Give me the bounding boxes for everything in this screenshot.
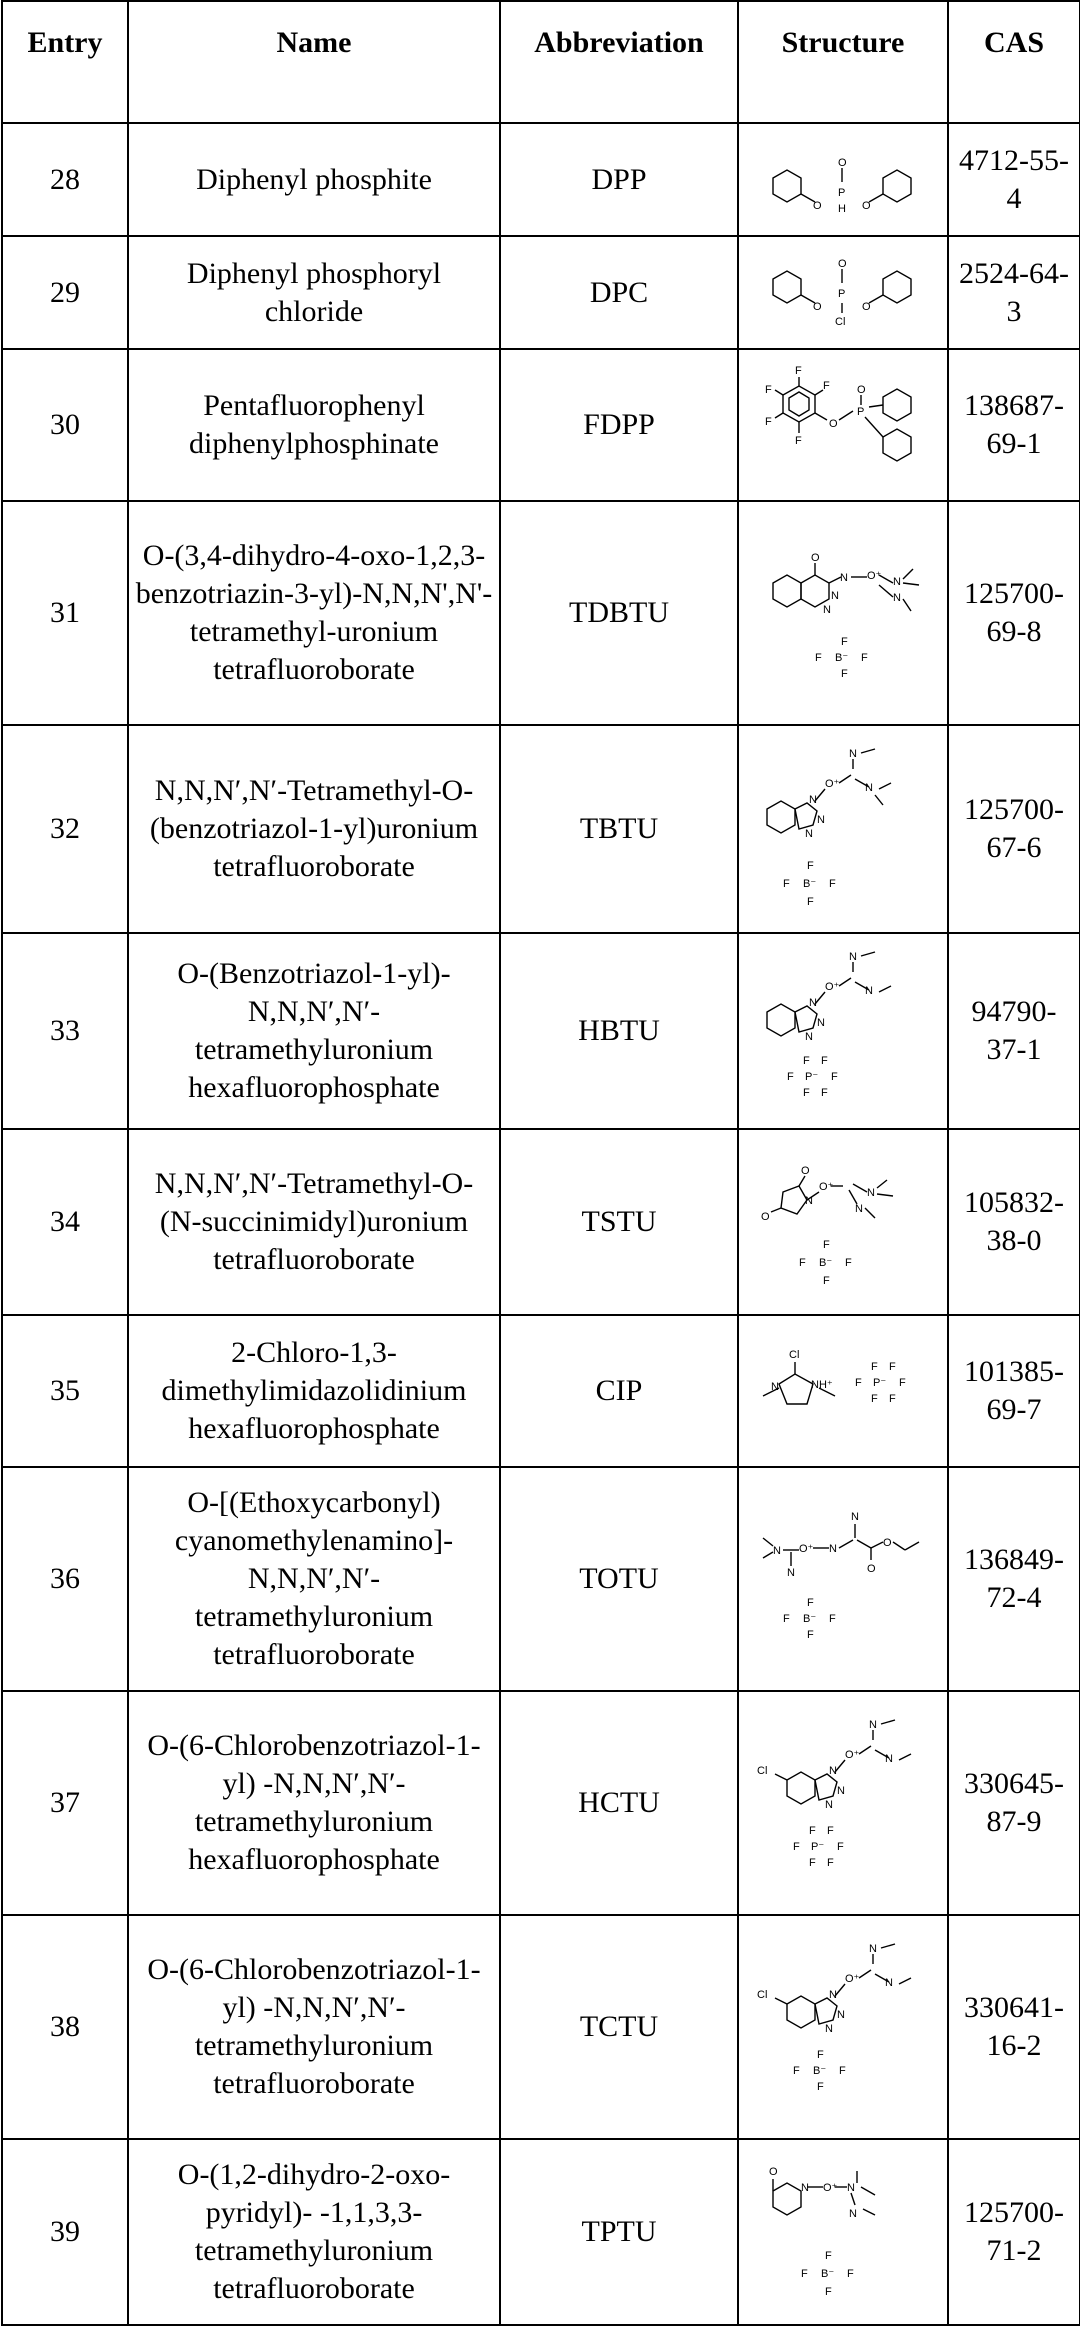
name-cell: O-(Benzotriazol-1-yl)-N,N,N′,N′-tetramethyluronium hexafluorophosphate	[128, 933, 500, 1129]
svg-text:N: N	[831, 590, 839, 602]
svg-text:F: F	[839, 2065, 846, 2077]
svg-text:N: N	[825, 1799, 833, 1811]
table-row	[2, 236, 1080, 349]
svg-text:N: N	[805, 828, 813, 840]
structure-cell	[738, 236, 948, 349]
svg-text:N: N	[855, 1203, 863, 1215]
svg-text:F: F	[871, 1361, 878, 1373]
svg-text:N: N	[805, 1031, 813, 1043]
svg-text:F: F	[803, 1087, 810, 1099]
svg-text:F: F	[765, 384, 772, 396]
svg-text:Cl: Cl	[835, 315, 846, 328]
header-cas: CAS	[948, 1, 1080, 123]
svg-text:N: N	[865, 782, 873, 794]
tptu-structure-icon	[743, 2147, 943, 2317]
hctu-structure-icon	[743, 1708, 943, 1898]
table-row	[2, 2139, 1080, 2325]
abbreviation-cell: TDBTU	[500, 501, 738, 725]
entry-cell: 31	[2, 501, 128, 725]
svg-text:O: O	[811, 552, 820, 564]
header-abbreviation: Abbreviation	[500, 1, 738, 123]
structure-cell	[738, 1315, 948, 1467]
svg-text:O: O	[829, 418, 838, 430]
table-row	[2, 1691, 1080, 1915]
svg-text:F: F	[795, 365, 802, 377]
svg-text:O: O	[883, 1537, 892, 1549]
svg-text:F: F	[809, 1857, 816, 1869]
svg-text:F: F	[817, 2049, 824, 2061]
svg-text:O⁺: O⁺	[819, 1181, 834, 1193]
name-cell: O-(6-Chlorobenzotriazol-1-yl) -N,N,N′,N′-tetramethyluronium hexafluorophosphate	[128, 1691, 500, 1915]
name-cell: Pentafluorophenyl diphenylphosphinate	[128, 349, 500, 501]
svg-text:O: O	[801, 1165, 810, 1177]
diphenyl-phosphite-structure-icon	[753, 130, 933, 230]
svg-text:N: N	[829, 1543, 837, 1555]
svg-text:F: F	[823, 380, 830, 392]
cip-structure-icon	[743, 1326, 943, 1456]
svg-text:O: O	[862, 199, 871, 212]
svg-text:F: F	[793, 2065, 800, 2077]
svg-text:P⁻: P⁻	[811, 1841, 825, 1853]
svg-text:Cl: Cl	[757, 1765, 768, 1777]
structure-cell	[738, 1467, 948, 1691]
entry-cell: 35	[2, 1315, 128, 1467]
svg-text:F: F	[829, 878, 836, 890]
totu-structure-icon	[743, 1494, 943, 1664]
svg-text:N: N	[869, 1943, 877, 1955]
name-cell: O-[(Ethoxycarbonyl) cyanomethylenamino]-N,N,N′,N′-tetramethyluronium tetrafluoroborate	[128, 1467, 500, 1691]
svg-text:F: F	[837, 1841, 844, 1853]
svg-text:F: F	[765, 416, 772, 428]
svg-text:B⁻: B⁻	[835, 652, 849, 664]
svg-text:B⁻: B⁻	[813, 2065, 827, 2077]
svg-text:F: F	[827, 1857, 834, 1869]
svg-text:P⁻: P⁻	[873, 1377, 887, 1389]
svg-text:O⁺: O⁺	[825, 981, 840, 993]
structure-cell	[738, 349, 948, 501]
svg-text:N: N	[865, 985, 873, 997]
table-row	[2, 1915, 1080, 2139]
abbreviation-cell: HBTU	[500, 933, 738, 1129]
svg-text:F: F	[847, 2268, 854, 2280]
svg-text:O: O	[867, 1563, 876, 1575]
name-cell: O-(1,2-dihydro-2-oxo-pyridyl)- -1,1,3,3-tetramethyluronium tetrafluoroborate	[128, 2139, 500, 2325]
svg-text:O: O	[813, 199, 822, 212]
svg-text:B⁻: B⁻	[803, 1613, 817, 1625]
svg-text:H: H	[838, 202, 846, 215]
svg-text:O: O	[769, 2166, 778, 2178]
name-cell: N,N,N′,N′-Tetramethyl-O-(N-succinimidyl)uronium tetrafluoroborate	[128, 1129, 500, 1315]
cas-cell: 138687-69-1	[948, 349, 1080, 501]
svg-text:O⁺: O⁺	[845, 1749, 860, 1761]
tctu-structure-icon	[743, 1932, 943, 2122]
abbreviation-cell: TSTU	[500, 1129, 738, 1315]
entry-cell: 29	[2, 236, 128, 349]
svg-text:F: F	[807, 896, 814, 908]
table-row	[2, 1129, 1080, 1315]
cas-cell: 125700-67-6	[948, 725, 1080, 933]
abbreviation-cell: CIP	[500, 1315, 738, 1467]
svg-text:N: N	[885, 1977, 893, 1989]
svg-text:F: F	[861, 652, 868, 664]
svg-text:O: O	[761, 1211, 770, 1223]
svg-text:F: F	[795, 435, 802, 447]
svg-text:F: F	[801, 2268, 808, 2280]
svg-text:O⁺: O⁺	[845, 1973, 860, 1985]
svg-text:N: N	[849, 2208, 857, 2220]
structure-cell	[738, 2139, 948, 2325]
svg-text:F: F	[815, 652, 822, 664]
abbreviation-cell: TBTU	[500, 725, 738, 933]
name-cell: O-(6-Chlorobenzotriazol-1-yl) -N,N,N′,N′-tetramethyluronium tetrafluoroborate	[128, 1915, 500, 2139]
svg-text:Cl: Cl	[757, 1989, 768, 2001]
table-row	[2, 1315, 1080, 1467]
table-row	[2, 933, 1080, 1129]
svg-text:N: N	[801, 2182, 809, 2194]
cas-cell: 136849-72-4	[948, 1467, 1080, 1691]
svg-text:F: F	[787, 1071, 794, 1083]
table-row	[2, 1467, 1080, 1691]
abbreviation-cell: TPTU	[500, 2139, 738, 2325]
svg-text:F: F	[807, 1597, 814, 1609]
svg-text:N: N	[847, 2182, 855, 2194]
header-name: Name	[128, 1, 500, 123]
svg-text:N: N	[867, 1187, 875, 1199]
cas-cell: 4712-55-4	[948, 123, 1080, 236]
svg-text:F: F	[807, 1629, 814, 1641]
svg-text:O⁺: O⁺	[823, 2182, 838, 2194]
svg-text:P⁻: P⁻	[805, 1071, 819, 1083]
entry-cell: 39	[2, 2139, 128, 2325]
cas-cell: 125700-71-2	[948, 2139, 1080, 2325]
svg-text:N: N	[773, 1545, 781, 1557]
svg-text:N: N	[851, 1511, 859, 1523]
svg-text:F: F	[783, 1613, 790, 1625]
structure-cell	[738, 1691, 948, 1915]
entry-cell: 38	[2, 1915, 128, 2139]
svg-text:F: F	[845, 1257, 852, 1269]
svg-text:B⁻: B⁻	[821, 2268, 835, 2280]
cas-cell: 330641-16-2	[948, 1915, 1080, 2139]
svg-text:F: F	[841, 636, 848, 648]
svg-text:Cl: Cl	[789, 1349, 800, 1361]
svg-text:P: P	[857, 406, 865, 418]
table-row	[2, 349, 1080, 501]
tbtu-structure-icon	[743, 739, 943, 919]
svg-text:O: O	[857, 384, 866, 396]
entry-cell: 30	[2, 349, 128, 501]
diphenyl-phosphoryl-chloride-structure-icon	[753, 243, 933, 343]
svg-text:P: P	[838, 287, 846, 300]
svg-text:F: F	[871, 1393, 878, 1405]
svg-text:F: F	[783, 878, 790, 890]
svg-text:N: N	[809, 997, 817, 1009]
cas-cell: 125700-69-8	[948, 501, 1080, 725]
svg-text:NH⁺: NH⁺	[811, 1379, 833, 1391]
entry-cell: 34	[2, 1129, 128, 1315]
svg-text:N: N	[837, 1785, 845, 1797]
svg-text:N: N	[885, 1753, 893, 1765]
hbtu-structure-icon	[743, 946, 943, 1116]
svg-text:O⁺: O⁺	[825, 778, 840, 790]
svg-text:F: F	[809, 1825, 816, 1837]
entry-cell: 32	[2, 725, 128, 933]
cas-cell: 101385-69-7	[948, 1315, 1080, 1467]
structure-cell	[738, 501, 948, 725]
name-cell: Diphenyl phosphoryl chloride	[128, 236, 500, 349]
name-cell: 2-Chloro-1,3-dimethylimidazolidinium hexafluorophosphate	[128, 1315, 500, 1467]
svg-text:F: F	[889, 1393, 896, 1405]
abbreviation-cell: DPC	[500, 236, 738, 349]
name-cell: N,N,N′,N′-Tetramethyl-O-(benzotriazol-1-yl)uronium tetrafluoroborate	[128, 725, 500, 933]
svg-text:N: N	[809, 794, 817, 806]
svg-text:N: N	[825, 2023, 833, 2035]
svg-text:O: O	[813, 300, 822, 313]
svg-text:F: F	[829, 1613, 836, 1625]
svg-text:N: N	[840, 572, 848, 584]
abbreviation-cell: TCTU	[500, 1915, 738, 2139]
cas-cell: 2524-64-3	[948, 236, 1080, 349]
entry-cell: 28	[2, 123, 128, 236]
svg-text:F: F	[793, 1841, 800, 1853]
header-entry: Entry	[2, 1, 128, 123]
svg-text:F: F	[827, 1825, 834, 1837]
svg-text:F: F	[803, 1055, 810, 1067]
svg-text:F: F	[821, 1087, 828, 1099]
svg-text:F: F	[825, 2250, 832, 2262]
svg-text:O⁺: O⁺	[867, 570, 882, 582]
structure-cell	[738, 1915, 948, 2139]
tstu-structure-icon	[743, 1142, 943, 1302]
svg-text:N: N	[805, 1195, 813, 1207]
table-header-row	[2, 1, 1080, 123]
tdbtu-structure-icon	[743, 533, 943, 693]
svg-text:N: N	[893, 592, 901, 604]
svg-text:N: N	[893, 576, 901, 588]
svg-text:O: O	[838, 257, 847, 270]
svg-text:F: F	[889, 1361, 896, 1373]
svg-text:N: N	[829, 1765, 837, 1777]
abbreviation-cell: DPP	[500, 123, 738, 236]
abbreviation-cell: TOTU	[500, 1467, 738, 1691]
svg-text:O⁺: O⁺	[799, 1543, 814, 1555]
svg-text:N: N	[869, 1719, 877, 1731]
entry-cell: 33	[2, 933, 128, 1129]
svg-text:N: N	[823, 604, 831, 616]
svg-text:F: F	[823, 1239, 830, 1251]
svg-text:N: N	[829, 1989, 837, 2001]
svg-text:N: N	[849, 951, 857, 963]
svg-text:F: F	[821, 1055, 828, 1067]
entry-cell: 37	[2, 1691, 128, 1915]
svg-text:F: F	[823, 1275, 830, 1287]
svg-text:O: O	[838, 156, 847, 169]
cas-cell: 330645-87-9	[948, 1691, 1080, 1915]
svg-text:P: P	[838, 186, 846, 199]
reagent-table	[1, 0, 1080, 2326]
svg-text:N: N	[849, 748, 857, 760]
svg-text:F: F	[799, 1257, 806, 1269]
name-cell: O-(3,4-dihydro-4-oxo-1,2,3-benzotriazin-3-yl)-N,N,N',N'-tetramethyl-uronium tetrafluoroborate	[128, 501, 500, 725]
svg-text:F: F	[899, 1377, 906, 1389]
svg-text:B⁻: B⁻	[803, 878, 817, 890]
svg-text:N: N	[817, 814, 825, 826]
entry-cell: 36	[2, 1467, 128, 1691]
name-cell: Diphenyl phosphite	[128, 123, 500, 236]
table-row	[2, 123, 1080, 236]
svg-text:N: N	[787, 1567, 795, 1579]
structure-cell	[738, 725, 948, 933]
fdpp-structure-icon	[743, 355, 943, 495]
svg-text:N: N	[837, 2009, 845, 2021]
abbreviation-cell: FDPP	[500, 349, 738, 501]
header-structure: Structure	[738, 1, 948, 123]
svg-text:F: F	[825, 2286, 832, 2298]
svg-text:B⁻: B⁻	[819, 1257, 833, 1269]
svg-text:F: F	[807, 860, 814, 872]
table-row	[2, 501, 1080, 725]
structure-cell	[738, 1129, 948, 1315]
svg-text:O: O	[862, 300, 871, 313]
svg-text:N: N	[817, 1017, 825, 1029]
svg-text:N: N	[771, 1381, 779, 1393]
table-row	[2, 725, 1080, 933]
svg-text:F: F	[841, 668, 848, 680]
cas-cell: 105832-38-0	[948, 1129, 1080, 1315]
svg-text:F: F	[817, 2081, 824, 2093]
cas-cell: 94790-37-1	[948, 933, 1080, 1129]
structure-cell	[738, 123, 948, 236]
svg-text:F: F	[831, 1071, 838, 1083]
svg-text:F: F	[855, 1377, 862, 1389]
abbreviation-cell: HCTU	[500, 1691, 738, 1915]
structure-cell	[738, 933, 948, 1129]
